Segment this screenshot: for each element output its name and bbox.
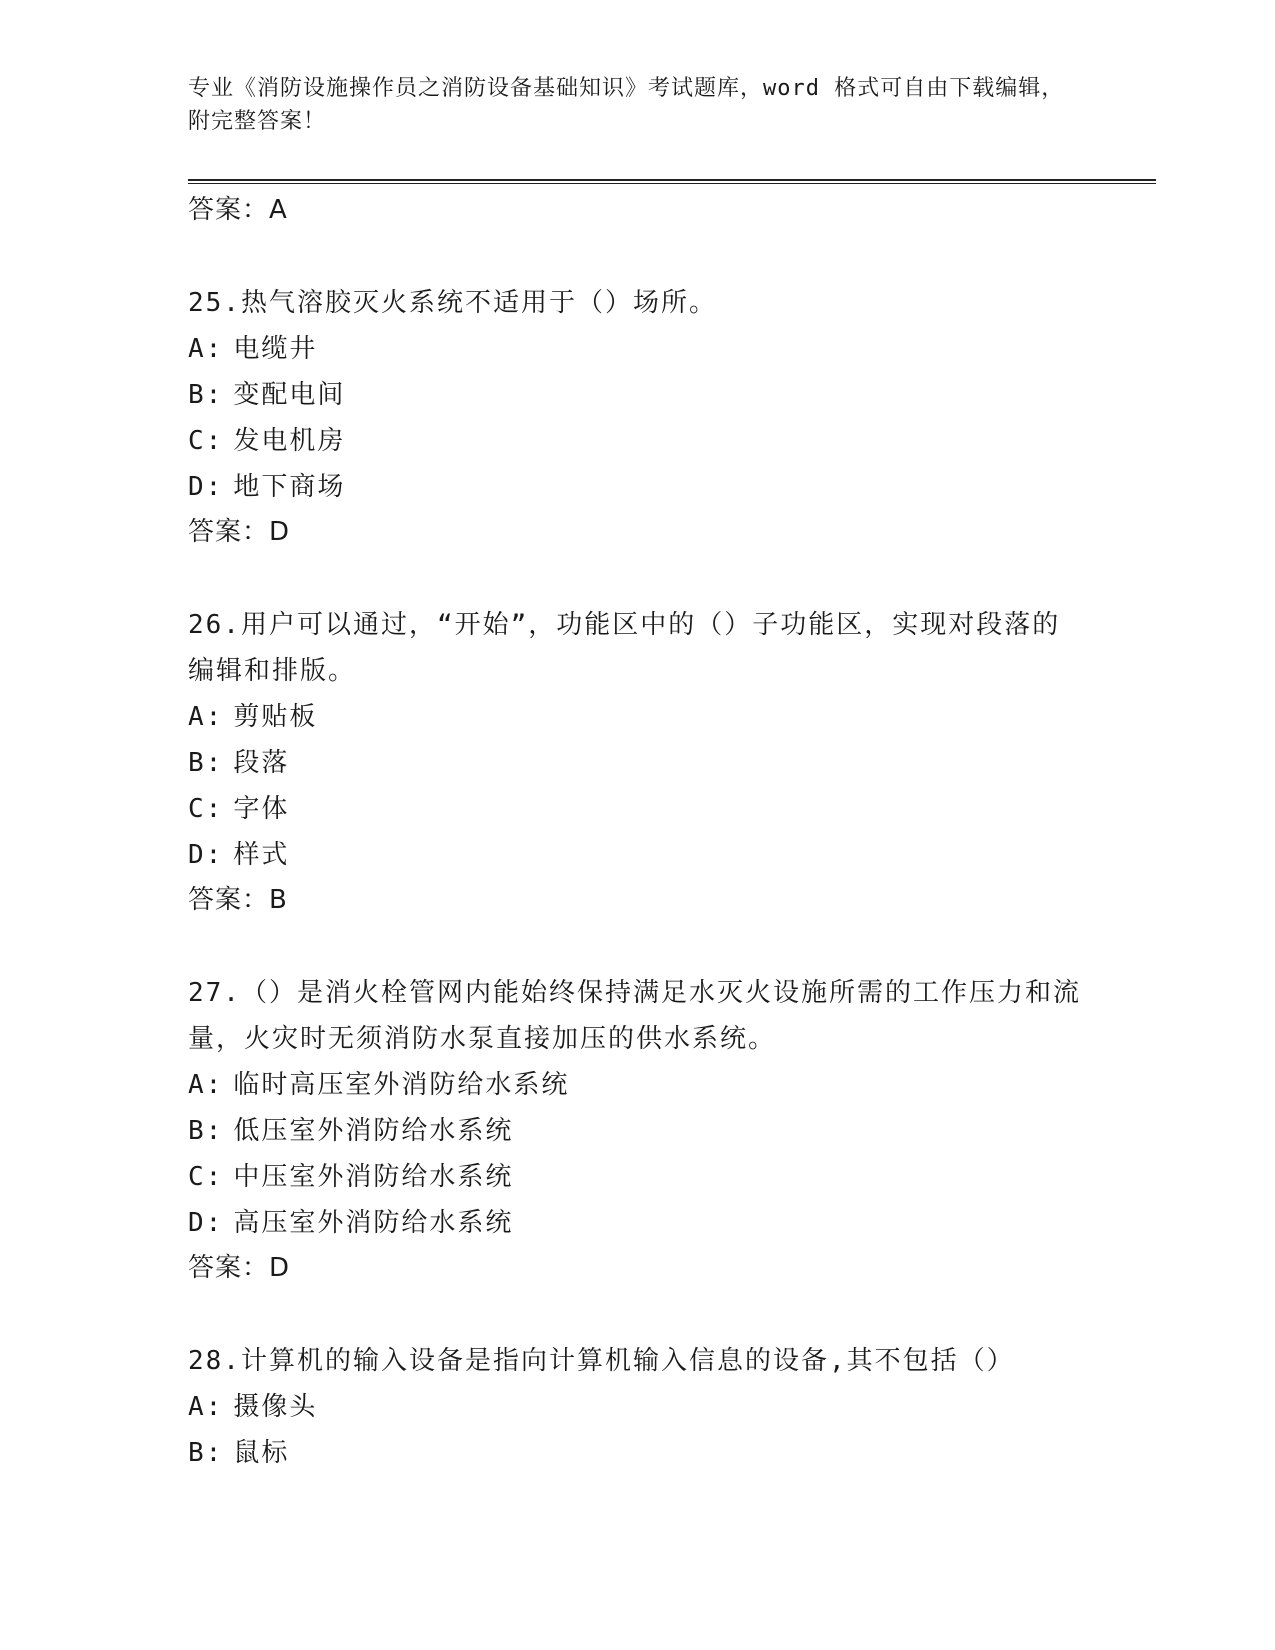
question-stem: 25.热气溶胶灭火系统不适用于（）场所。	[188, 288, 717, 318]
question-26	[188, 602, 1088, 923]
option-key: C:	[188, 794, 224, 824]
option-key: D:	[188, 472, 224, 502]
option-key: D:	[188, 840, 224, 870]
option-key: B:	[188, 1116, 224, 1146]
header-rule-thin	[188, 183, 1156, 184]
answer-line: 答案：B	[188, 885, 288, 915]
document-header: 专业《消防设施操作员之消防设备基础知识》考试题库，word 格式可自由下载编辑，附完整答案！	[188, 76, 1065, 134]
option-text: 摄像头	[233, 1392, 318, 1422]
question-27	[188, 970, 1088, 1291]
previous-answer: 答案：A	[188, 195, 288, 225]
option-b	[188, 1430, 1088, 1476]
option-c	[188, 1154, 1088, 1200]
answer-line: 答案：D	[188, 1253, 291, 1283]
option-key: A:	[188, 1070, 224, 1100]
question-stem: 26.用户可以通过，“开始”，功能区中的（）子功能区，实现对段落的编辑和排版。	[188, 610, 1061, 686]
option-a	[188, 1384, 1088, 1430]
option-text: 临时高压室外消防给水系统	[233, 1070, 570, 1100]
option-text: 地下商场	[233, 472, 346, 502]
option-text: 电缆井	[233, 334, 318, 364]
option-text: 低压室外消防给水系统	[233, 1116, 514, 1146]
option-c	[188, 786, 1088, 832]
question-stem: 27.（）是消火栓管网内能始终保持满足水灭火设施所需的工作压力和流量，火灾时无须消防水泵直接加压的供水系统。	[188, 978, 1081, 1054]
answer-line: 答案：D	[188, 517, 291, 547]
option-key: A:	[188, 1392, 224, 1422]
option-text: 样式	[233, 840, 290, 870]
question-28	[188, 1338, 1088, 1476]
header-rule-thick	[188, 179, 1156, 181]
option-text: 高压室外消防给水系统	[233, 1208, 514, 1238]
option-text: 段落	[233, 748, 290, 778]
option-key: A:	[188, 334, 224, 364]
question-25	[188, 280, 1088, 555]
option-d	[188, 464, 1088, 510]
question-stem: 28.计算机的输入设备是指向计算机输入信息的设备,其不包括（）	[188, 1346, 1015, 1376]
option-b	[188, 740, 1088, 786]
question-list	[188, 188, 1088, 1476]
option-key: C:	[188, 1162, 224, 1192]
option-text: 发电机房	[233, 426, 346, 456]
option-key: B:	[188, 380, 224, 410]
option-b	[188, 1108, 1088, 1154]
option-text: 鼠标	[233, 1438, 290, 1468]
option-text: 剪贴板	[233, 702, 318, 732]
option-b	[188, 372, 1088, 418]
option-key: C:	[188, 426, 224, 456]
option-key: B:	[188, 748, 224, 778]
option-a	[188, 326, 1088, 372]
option-text: 中压室外消防给水系统	[233, 1162, 514, 1192]
option-a	[188, 1062, 1088, 1108]
option-text: 变配电间	[233, 380, 346, 410]
option-c	[188, 418, 1088, 464]
option-key: D:	[188, 1208, 224, 1238]
option-key: A:	[188, 702, 224, 732]
option-text: 字体	[233, 794, 290, 824]
option-d	[188, 1200, 1088, 1246]
option-key: B:	[188, 1438, 224, 1468]
option-a	[188, 694, 1088, 740]
option-d	[188, 832, 1088, 878]
